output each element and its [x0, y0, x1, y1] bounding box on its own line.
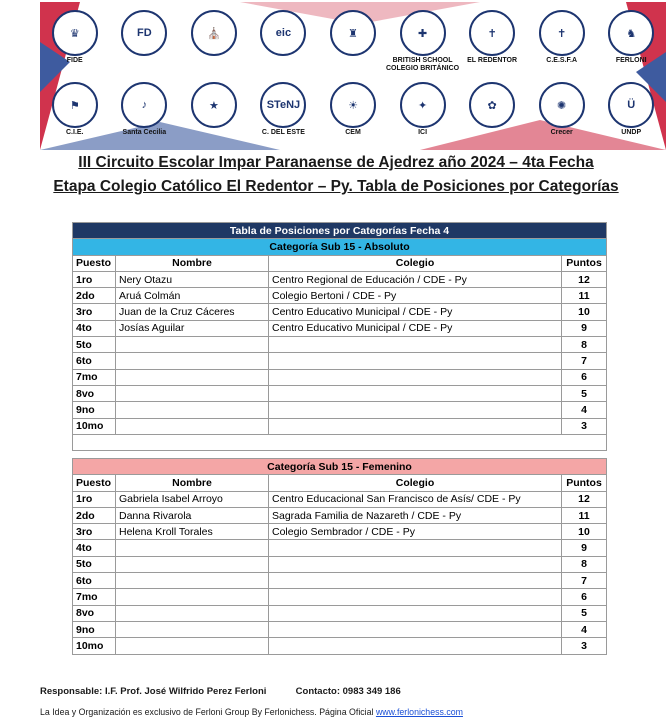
cell-nombre: Aruá Colmán	[116, 288, 269, 304]
cell-puesto: 7mo	[73, 369, 116, 385]
cell-nombre: Danna Rivarola	[116, 507, 269, 523]
chess-club-logo	[319, 10, 387, 56]
cell-nombre	[116, 369, 269, 385]
table-title-row	[73, 223, 607, 239]
cell-nombre	[116, 385, 269, 401]
cell-puntos: 10	[562, 304, 607, 320]
cell-nombre	[116, 621, 269, 637]
logo-caption: ICI	[418, 129, 428, 136]
undp-logo	[597, 82, 665, 137]
cell-puntos: 5	[562, 385, 607, 401]
crecer-logo	[528, 82, 596, 137]
table-title: Tabla de Posiciones por Categorías Fecha 4	[73, 223, 607, 239]
cell-puesto: 9no	[73, 402, 116, 418]
cell-puesto: 5to	[73, 337, 116, 353]
santa-rita-logo	[458, 82, 526, 128]
cell-colegio	[269, 369, 562, 385]
colegio-circle-emblem-icon: ★	[191, 82, 237, 128]
cell-puntos: 12	[562, 271, 607, 287]
cell-colegio	[269, 337, 562, 353]
table-row	[73, 573, 607, 589]
logo-caption: CEM	[345, 129, 361, 136]
crecer-emblem-icon: ✺	[539, 82, 585, 128]
category-row	[73, 459, 607, 475]
cell-puntos: 11	[562, 507, 607, 523]
el-redentor-emblem-icon: ✝	[469, 10, 515, 56]
responsable-name: I.F. Prof. José Wilfrido Perez Ferloni	[104, 686, 267, 697]
table-row	[73, 540, 607, 556]
table-row	[73, 288, 607, 304]
table-row	[73, 337, 607, 353]
header-puesto: Puesto	[73, 475, 116, 491]
column-header-row	[73, 475, 607, 491]
logos-banner	[40, 2, 666, 150]
cell-puesto: 8vo	[73, 605, 116, 621]
website-link[interactable]: www.ferlonichess.com	[375, 707, 463, 717]
cell-puntos: 6	[562, 589, 607, 605]
header-puntos: Puntos	[562, 475, 607, 491]
cell-puesto: 1ro	[73, 271, 116, 287]
table-row	[73, 353, 607, 369]
cell-nombre	[116, 337, 269, 353]
footer-note	[40, 707, 463, 717]
table-row	[73, 605, 607, 621]
british-school-emblem-icon: ✚	[400, 10, 446, 56]
cell-puesto: 1ro	[73, 491, 116, 507]
header-colegio: Colegio	[269, 475, 562, 491]
category-title: Categoría Sub 15 - Absoluto	[73, 239, 607, 255]
cell-puesto: 5to	[73, 556, 116, 572]
cell-colegio: Centro Educativo Municipal / CDE - Py	[269, 320, 562, 336]
cell-nombre	[116, 418, 269, 434]
cell-puesto: 3ro	[73, 524, 116, 540]
eic-emblem-icon: eic	[260, 10, 306, 56]
header-puesto: Puesto	[73, 255, 116, 271]
cell-puntos: 9	[562, 320, 607, 336]
table-row	[73, 271, 607, 287]
cesfa-logo	[528, 10, 596, 65]
table-row	[73, 385, 607, 401]
logo-caption: Santa Cecilia	[122, 129, 167, 136]
stenj-logo	[249, 82, 317, 137]
table-row	[73, 402, 607, 418]
page-title: III Circuito Escolar Impar Paranaense de Ajedrez año 2024 – 4ta Fecha	[78, 154, 594, 171]
cell-colegio: Centro Educacional San Francisco de Asís/ CDE - Py	[269, 491, 562, 507]
cell-puesto: 9no	[73, 621, 116, 637]
cell-puesto: 2do	[73, 288, 116, 304]
cell-nombre	[116, 589, 269, 605]
cell-puntos: 9	[562, 540, 607, 556]
cell-puntos: 5	[562, 605, 607, 621]
table-row	[73, 418, 607, 434]
cell-puesto: 10mo	[73, 638, 116, 654]
table-row	[73, 556, 607, 572]
cell-colegio	[269, 402, 562, 418]
fide-logo	[41, 10, 109, 65]
cell-nombre	[116, 638, 269, 654]
category-row	[73, 239, 607, 255]
santa-cecilia-emblem-icon: ♪	[121, 82, 167, 128]
standings-table-absoluto	[72, 222, 607, 451]
header-puntos: Puntos	[562, 255, 607, 271]
responsable-label: Responsable:	[40, 686, 103, 697]
cem-emblem-icon: ☀	[330, 82, 376, 128]
cie-logo	[41, 82, 109, 137]
cell-colegio	[269, 573, 562, 589]
cell-nombre	[116, 556, 269, 572]
el-redentor-logo	[458, 10, 526, 65]
logo-caption: C.E.S.F.A	[546, 57, 578, 64]
cell-colegio	[269, 556, 562, 572]
chess-club-emblem-icon: ♜	[330, 10, 376, 56]
table-row	[73, 638, 607, 654]
cell-puntos: 3	[562, 638, 607, 654]
logo-caption: FIDE	[66, 57, 83, 64]
cell-colegio	[269, 418, 562, 434]
cell-puesto: 10mo	[73, 418, 116, 434]
cell-colegio: Centro Educativo Municipal / CDE - Py	[269, 304, 562, 320]
logo-caption: EL REDENTOR	[467, 57, 518, 64]
contacto-label: Contacto:	[295, 686, 340, 697]
cell-puntos: 4	[562, 621, 607, 637]
cell-puesto: 4to	[73, 540, 116, 556]
contacto-value: 0983 349 186	[342, 686, 401, 697]
undp-emblem-icon: Ü	[608, 82, 654, 128]
table-row	[73, 369, 607, 385]
category-title: Categoría Sub 15 - Femenino	[73, 459, 607, 475]
table-row	[73, 524, 607, 540]
cell-nombre	[116, 573, 269, 589]
cell-nombre: Josías Aguilar	[116, 320, 269, 336]
cell-nombre	[116, 605, 269, 621]
cell-puesto: 6to	[73, 573, 116, 589]
cell-colegio: Colegio Sembrador / CDE - Py	[269, 524, 562, 540]
ferloni-emblem-icon: ♞	[608, 10, 654, 56]
cell-puntos: 6	[562, 369, 607, 385]
cell-colegio	[269, 638, 562, 654]
british-school-logo	[385, 10, 460, 73]
cell-nombre: Juan de la Cruz Cáceres	[116, 304, 269, 320]
cell-colegio: Colegio Bertoni / CDE - Py	[269, 288, 562, 304]
stenj-emblem-icon: STeNJ	[260, 82, 306, 128]
header-colegio: Colegio	[269, 255, 562, 271]
footer-responsable	[40, 686, 401, 697]
cell-nombre	[116, 402, 269, 418]
table-row	[73, 507, 607, 523]
header-nombre: Nombre	[116, 255, 269, 271]
logo-caption: FERLONI	[615, 57, 647, 64]
table-row	[73, 491, 607, 507]
spacer-cell	[73, 434, 607, 450]
cell-colegio	[269, 605, 562, 621]
ici-logo	[389, 82, 457, 137]
eic-logo	[249, 10, 317, 56]
cell-nombre: Helena Kroll Torales	[116, 524, 269, 540]
logo-caption: BRITISH SCHOOL COLEGIO BRITÁNICO	[385, 57, 460, 72]
cell-puesto: 2do	[73, 507, 116, 523]
cell-puntos: 10	[562, 524, 607, 540]
header-nombre: Nombre	[116, 475, 269, 491]
cell-nombre	[116, 353, 269, 369]
page-subtitle: Etapa Colegio Católico El Redentor – Py. Tabla de Posiciones por Categorías	[53, 178, 619, 195]
cell-puesto: 7mo	[73, 589, 116, 605]
cell-puesto: 6to	[73, 353, 116, 369]
fd-logo	[110, 10, 178, 56]
cell-nombre	[116, 540, 269, 556]
cell-puntos: 12	[562, 491, 607, 507]
cell-nombre: Gabriela Isabel Arroyo	[116, 491, 269, 507]
santa-rita-emblem-icon: ✿	[469, 82, 515, 128]
spacer-row	[73, 434, 607, 450]
cell-puntos: 3	[562, 418, 607, 434]
fd-emblem-icon: FD	[121, 10, 167, 56]
cie-emblem-icon: ⚑	[52, 82, 98, 128]
cell-puntos: 7	[562, 573, 607, 589]
logo-caption: C. DEL ESTE	[261, 129, 305, 136]
table-row	[73, 320, 607, 336]
cell-puntos: 4	[562, 402, 607, 418]
school-tower-emblem-icon: ⛪	[191, 10, 237, 56]
ferloni-logo	[597, 10, 665, 65]
logo-caption: Crecer	[550, 129, 573, 136]
cell-puntos: 8	[562, 556, 607, 572]
table-row	[73, 621, 607, 637]
footer-note-text: La Idea y Organización es exclusivo de Ferloni Group By Ferlonichess. Página Oficial	[40, 707, 374, 717]
cesfa-emblem-icon: ✝	[539, 10, 585, 56]
cell-colegio	[269, 589, 562, 605]
cell-nombre: Nery Otazu	[116, 271, 269, 287]
standings-table-femenino	[72, 458, 607, 655]
column-header-row	[73, 255, 607, 271]
cem-logo	[319, 82, 387, 137]
santa-cecilia-logo	[110, 82, 178, 137]
table-row	[73, 589, 607, 605]
cell-colegio	[269, 621, 562, 637]
logo-caption: UNDP	[621, 129, 642, 136]
school-tower-logo	[180, 10, 248, 56]
cell-puntos: 7	[562, 353, 607, 369]
cell-puntos: 8	[562, 337, 607, 353]
cell-colegio	[269, 385, 562, 401]
cell-colegio	[269, 353, 562, 369]
table-row	[73, 304, 607, 320]
cell-puntos: 11	[562, 288, 607, 304]
cell-puesto: 4to	[73, 320, 116, 336]
cell-colegio: Sagrada Familia de Nazareth / CDE - Py	[269, 507, 562, 523]
fide-emblem-icon: ♛	[52, 10, 98, 56]
cell-colegio: Centro Regional de Educación / CDE - Py	[269, 271, 562, 287]
logo-caption: C.I.E.	[66, 129, 84, 136]
cell-puesto: 3ro	[73, 304, 116, 320]
colegio-circle-logo	[180, 82, 248, 128]
cell-colegio	[269, 540, 562, 556]
ici-emblem-icon: ✦	[400, 82, 446, 128]
cell-puesto: 8vo	[73, 385, 116, 401]
